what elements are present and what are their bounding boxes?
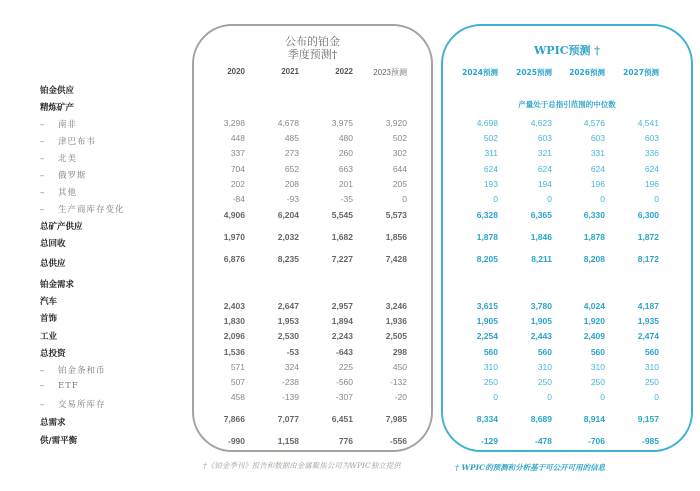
table-cell: 6,365 (530, 210, 552, 220)
year-header-2021: 2021 (281, 67, 299, 76)
table-cell: 336 (644, 148, 659, 158)
table-row (0, 331, 700, 343)
table-cell: 560 (537, 347, 552, 357)
row-label-text: 精炼矿产 (40, 103, 75, 113)
row-label-text: 总需求 (40, 418, 66, 428)
dash-marker: – (40, 400, 46, 410)
wpic-footnote: † WPIC的预测和分析基于可公开可用的信息 (455, 463, 606, 472)
median-note: 产量处于总指引范围的中位数 (518, 100, 616, 109)
table-row (0, 194, 700, 206)
row-label-text: 南非 (58, 120, 78, 130)
table-cell: 1,682 (331, 232, 353, 242)
table-cell: 7,077 (277, 414, 299, 424)
table-cell: 450 (392, 362, 407, 372)
table-cell: 4,576 (583, 118, 605, 128)
table-row (0, 254, 700, 266)
table-cell: -132 (389, 377, 407, 387)
row-label (40, 278, 74, 290)
table-cell: 560 (644, 347, 659, 357)
table-cell: 3,246 (385, 301, 407, 311)
table-cell: 6,300 (637, 210, 659, 220)
table-cell: 7,428 (385, 254, 407, 264)
table-cell: 644 (392, 164, 407, 174)
year-header-2025: 2025预测 (516, 68, 552, 77)
table-cell: 624 (483, 164, 498, 174)
table-cell: 7,227 (331, 254, 353, 264)
table-cell: 0 (547, 392, 552, 402)
published-title-line2: 季度预测† (287, 48, 338, 61)
table-cell: 0 (600, 194, 605, 204)
table-cell: 2,530 (277, 331, 299, 341)
row-label-text: 供/需平衡 (40, 436, 78, 446)
table-cell: 1,953 (277, 316, 299, 326)
table-cell: 624 (537, 164, 552, 174)
table-row (0, 179, 700, 191)
table-cell: 2,957 (331, 301, 353, 311)
table-cell: -706 (587, 436, 605, 446)
table-cell: -53 (286, 347, 299, 357)
table-cell: 1,936 (385, 316, 407, 326)
table-cell: 560 (483, 347, 498, 357)
table-cell: 250 (644, 377, 659, 387)
table-cell: 502 (483, 133, 498, 143)
table-cell: 202 (230, 179, 245, 189)
table-cell: 1,830 (223, 316, 245, 326)
table-cell: 273 (284, 148, 299, 158)
table-cell: -20 (394, 392, 407, 402)
table-cell: 0 (547, 194, 552, 204)
table-cell: 7,985 (385, 414, 407, 424)
table-cell: 4,623 (530, 118, 552, 128)
table-cell: 310 (483, 362, 498, 372)
table-cell: 1,894 (331, 316, 353, 326)
table-cell: 4,698 (476, 118, 498, 128)
row-label-text: 总投资 (40, 349, 66, 359)
table-cell: 311 (484, 148, 498, 158)
row-label-text: 铂金供应 (40, 86, 75, 96)
table-cell: 331 (590, 148, 605, 158)
row-label-text: 生产商库存变化 (58, 205, 125, 215)
table-cell: 2,403 (223, 301, 245, 311)
table-cell: 1,905 (476, 316, 498, 326)
dash-marker: – (40, 171, 46, 181)
table-cell: 8,235 (277, 254, 299, 264)
table-cell: 2,243 (331, 331, 353, 341)
table-cell: 704 (230, 164, 245, 174)
row-label-text: ETF (58, 381, 79, 391)
table-cell: 2,254 (476, 331, 498, 341)
table-cell: 1,920 (583, 316, 605, 326)
table-cell: 8,208 (583, 254, 605, 264)
table-row (0, 316, 700, 328)
table-cell: 194 (537, 179, 552, 189)
published-title-line1: 公布的铂金 (285, 35, 340, 48)
table-row (0, 301, 700, 313)
table-cell: 196 (644, 179, 659, 189)
table-cell: -238 (281, 377, 299, 387)
table-cell: 502 (392, 133, 407, 143)
table-row (0, 377, 700, 389)
table-cell: 8,914 (583, 414, 605, 424)
table-row (0, 232, 700, 244)
table-cell: 2,505 (385, 331, 407, 341)
table-cell: 0 (493, 194, 498, 204)
table-cell: 3,298 (223, 118, 245, 128)
table-cell: 507 (230, 377, 245, 387)
table-cell: 6,328 (476, 210, 498, 220)
year-header-2022: 2022 (335, 67, 353, 76)
table-cell: 1,846 (530, 232, 552, 242)
table-cell: -129 (480, 436, 498, 446)
table-cell: 2,443 (530, 331, 552, 341)
table-cell: -93 (286, 194, 299, 204)
table-cell: 2,647 (277, 301, 299, 311)
table-cell: 2,032 (277, 232, 299, 242)
table-cell: 560 (590, 347, 605, 357)
dash-marker: – (40, 205, 46, 215)
table-cell: 4,187 (637, 301, 659, 311)
year-header-2020: 2020 (227, 67, 245, 76)
table-cell: 603 (644, 133, 659, 143)
row-label (40, 101, 74, 113)
table-cell: 3,920 (385, 118, 407, 128)
table-cell: 9,157 (637, 414, 659, 424)
table-cell: 485 (284, 133, 299, 143)
table-row (0, 362, 700, 374)
table-cell: 4,678 (277, 118, 299, 128)
table-cell: 205 (392, 179, 407, 189)
table-cell: 1,872 (637, 232, 659, 242)
table-cell: 0 (654, 392, 659, 402)
table-cell: 0 (402, 194, 407, 204)
table-cell: 1,856 (385, 232, 407, 242)
table-cell: 5,573 (385, 210, 407, 220)
row-label-text: 总矿产供应 (40, 222, 83, 232)
table-cell: 193 (483, 179, 498, 189)
table-row (0, 414, 700, 426)
table-cell: 225 (338, 362, 353, 372)
dash-marker: – (40, 154, 46, 164)
table-cell: 4,906 (223, 210, 245, 220)
table-cell: 208 (284, 179, 299, 189)
table-cell: 196 (590, 179, 605, 189)
table-cell: 663 (338, 164, 353, 174)
table-row (0, 392, 700, 404)
row-label-text: 北美 (58, 154, 78, 164)
table-cell: 2,474 (637, 331, 659, 341)
table-cell: 4,024 (583, 301, 605, 311)
table-cell: 776 (338, 436, 353, 446)
table-cell: 201 (338, 179, 353, 189)
table-cell: 0 (493, 392, 498, 402)
table-cell: 2,096 (223, 331, 245, 341)
table-cell: 1,970 (223, 232, 245, 242)
table-cell: 624 (644, 164, 659, 174)
table-cell: 337 (230, 148, 245, 158)
table-row (0, 133, 700, 145)
table-cell: 1,905 (530, 316, 552, 326)
table-cell: 3,615 (476, 301, 498, 311)
year-header-2023: 2023预测 (373, 68, 407, 77)
table-cell: 1,158 (277, 436, 299, 446)
row-label-text: 俄罗斯 (58, 171, 87, 181)
table-cell: -560 (335, 377, 353, 387)
table-cell: 0 (600, 392, 605, 402)
table-cell: -35 (340, 194, 353, 204)
table-cell: 1,878 (476, 232, 498, 242)
table-cell: 302 (392, 148, 407, 158)
table-row (0, 148, 700, 160)
table-cell: 4,541 (637, 118, 659, 128)
row-label-text: 总供应 (40, 259, 66, 269)
table-cell: 603 (537, 133, 552, 143)
table-cell: 321 (537, 148, 552, 158)
year-header-2027: 2027预测 (623, 68, 659, 77)
dash-marker: – (40, 366, 46, 376)
table-cell: 250 (590, 377, 605, 387)
table-cell: 8,211 (531, 254, 552, 264)
row-label-text: 交易所库存 (58, 400, 106, 410)
table-cell: 8,205 (476, 254, 498, 264)
table-cell: 8,334 (476, 414, 498, 424)
table-cell: 324 (284, 362, 299, 372)
table-cell: 624 (590, 164, 605, 174)
row-label-text: 铂金条和币 (58, 366, 106, 376)
table-cell: 2,409 (583, 331, 605, 341)
table-cell: 8,689 (530, 414, 552, 424)
table-cell: 480 (338, 133, 353, 143)
table-cell: 310 (537, 362, 552, 372)
table-cell: 298 (392, 347, 407, 357)
table-row (0, 347, 700, 359)
table-cell: 1,878 (583, 232, 605, 242)
table-cell: 3,780 (530, 301, 552, 311)
table-cell: 1,935 (637, 316, 659, 326)
row-label-text: 工业 (40, 332, 58, 342)
wpic-panel-title: WPIC预测 † (533, 44, 601, 57)
table-cell: 6,876 (223, 254, 245, 264)
table-cell: 310 (644, 362, 659, 372)
row-label (40, 84, 74, 96)
year-header-2024: 2024预测 (462, 68, 498, 77)
table-cell: 310 (590, 362, 605, 372)
published-footnote: †《铂金季刊》报告和数据由金属聚焦公司为WPIC独立提供 (203, 461, 401, 470)
table-cell: 458 (230, 392, 245, 402)
table-cell: -556 (389, 436, 407, 446)
published-panel-title (192, 35, 433, 61)
table-cell: 0 (654, 194, 659, 204)
row-label-text: 其他 (58, 188, 78, 198)
table-cell: 260 (338, 148, 353, 158)
dash-marker: – (40, 188, 46, 198)
row-label-text: 汽车 (40, 297, 58, 307)
table-row (0, 436, 700, 448)
table-cell: 603 (590, 133, 605, 143)
table-cell: -990 (227, 436, 245, 446)
table-row (0, 164, 700, 176)
table-cell: 3,975 (331, 118, 353, 128)
table-cell: 6,330 (583, 210, 605, 220)
table-cell: -84 (232, 194, 245, 204)
table-cell: 652 (284, 164, 299, 174)
row-label-text: 总回收 (40, 239, 66, 249)
table-cell: 6,204 (277, 210, 299, 220)
table-cell: -643 (335, 347, 353, 357)
table-cell: 8,172 (637, 254, 659, 264)
dash-marker: – (40, 137, 46, 147)
table-cell: 250 (483, 377, 498, 387)
table-cell: 571 (230, 362, 245, 372)
table-row (0, 210, 700, 222)
table-cell: -139 (281, 392, 299, 402)
table-cell: -307 (335, 392, 353, 402)
table-cell: 5,545 (331, 210, 353, 220)
table-cell: 448 (230, 133, 245, 143)
table-cell: 7,866 (223, 414, 245, 424)
table-cell: 6,451 (331, 414, 353, 424)
row-label-text: 铂金需求 (40, 280, 75, 290)
dash-marker: – (40, 120, 46, 130)
table-cell: 250 (537, 377, 552, 387)
row-label-text: 首饰 (40, 314, 58, 324)
year-header-2026: 2026预测 (569, 68, 605, 77)
table-cell: -478 (534, 436, 552, 446)
table-cell: 1,536 (223, 347, 245, 357)
table-row (0, 118, 700, 130)
row-label-text: 津巴布韦 (58, 137, 97, 147)
table-cell: -985 (641, 436, 659, 446)
dash-marker: – (40, 381, 46, 391)
